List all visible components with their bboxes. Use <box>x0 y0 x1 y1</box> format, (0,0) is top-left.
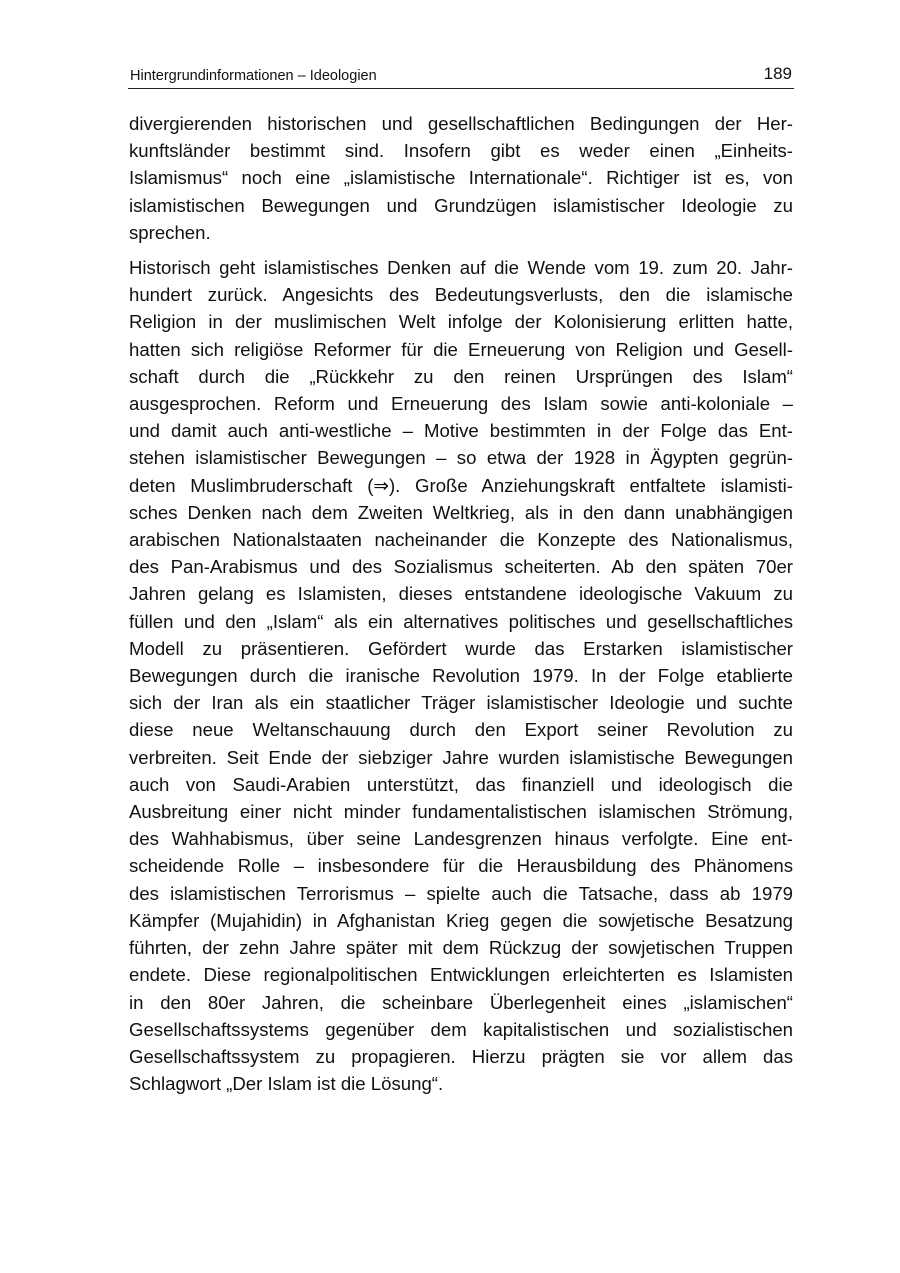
page-header <box>128 62 794 89</box>
text-line: scheidende Rolle – insbesondere für die Herausbildung des Phänomens <box>129 855 793 877</box>
text-line: hundert zurück. Angesichts des Bedeutungsverlusts, den die islamische <box>129 284 793 306</box>
text-line: islamistischen Bewegungen und Grundzügen islamistischer Ideologie zu <box>129 194 793 216</box>
text-line: des islamistischen Terrorismus – spielte auch die Tatsache, dass ab 1979 <box>129 882 793 904</box>
text-line: Islamismus“ noch eine „islamistische Internationale“. Richtiger ist es, von <box>129 167 793 189</box>
page-number: 189 <box>763 64 792 83</box>
text-line: deten Muslimbruderschaft (⇒). Große Anziehungskraft entfaltete islamisti- <box>129 474 793 496</box>
text-line: ausgesprochen. Reform und Erneuerung des Islam sowie anti-koloniale – <box>129 393 793 415</box>
text-line: sprechen. <box>129 221 211 243</box>
text-line: füllen und den „Islam“ als ein alternatives politisches und gesellschaftliches <box>129 610 793 632</box>
text-line: Modell zu präsentieren. Gefördert wurde das Erstarken islamistischer <box>129 637 793 659</box>
text-line: Ausbreitung einer nicht minder fundamentalistischen islamischen Strömung, <box>129 801 793 823</box>
paragraph-1 <box>129 110 793 246</box>
text-line: Jahren gelang es Islamisten, dieses entstandene ideologische Vakuum zu <box>129 583 793 605</box>
text-line: Gesellschaftssystem zu propagieren. Hierzu prägten sie vor allem das <box>129 1045 793 1067</box>
text-line: auch von Saudi-Arabien unterstützt, das finanziell und ideologisch die <box>129 773 793 795</box>
paragraph-2 <box>129 254 793 1097</box>
text-line: arabischen Nationalstaaten nacheinander die Konzepte des Nationalismus, <box>129 529 793 551</box>
text-line: sches Denken nach dem Zweiten Weltkrieg, als in den dann unabhängigen <box>129 501 793 523</box>
text-line: diese neue Weltanschauung durch den Export seiner Revolution zu <box>129 719 793 741</box>
text-line: in den 80er Jahren, die scheinbare Überlegenheit eines „islamischen“ <box>129 991 793 1013</box>
text-line: hatten sich religiöse Reformer für die Erneuerung von Religion und Gesell- <box>129 338 793 360</box>
text-line: Religion in der muslimischen Welt infolge der Kolonisierung erlitten hatte, <box>129 311 793 333</box>
text-line: stehen islamistischer Bewegungen – so etwa der 1928 in Ägypten gegrün- <box>129 447 793 469</box>
text-line: schaft durch die „Rückkehr zu den reinen Ursprüngen des Islam“ <box>129 365 793 387</box>
text-line: Historisch geht islamistisches Denken auf die Wende vom 19. zum 20. Jahr- <box>129 257 793 279</box>
text-line: Bewegungen durch die iranische Revolution 1979. In der Folge etablierte <box>129 665 793 687</box>
text-line: und damit auch anti-westliche – Motive bestimmten in der Folge das Ent- <box>129 420 793 442</box>
body-text <box>129 110 793 1105</box>
text-line: des Pan-Arabismus und des Sozialismus scheiterten. Ab den späten 70er <box>129 556 793 578</box>
text-line: divergierenden historischen und gesellschaftlichen Bedingungen der Her- <box>129 113 793 134</box>
text-line: Kämpfer (Mujahidin) in Afghanistan Krieg gegen die sowjetische Besatzung <box>129 909 793 931</box>
running-header-title: Hintergrundinformationen – Ideologien <box>130 68 377 84</box>
text-line: verbreiten. Seit Ende der siebziger Jahre wurden islamistische Bewegungen <box>129 746 793 768</box>
text-line: Schlagwort „Der Islam ist die Lösung“. <box>129 1073 444 1095</box>
text-line: endete. Diese regionalpolitischen Entwicklungen erleichterten es Islamisten <box>129 964 793 986</box>
text-line: des Wahhabismus, über seine Landesgrenzen hinaus verfolgte. Eine ent- <box>129 828 793 850</box>
text-line: Gesellschaftssystems gegenüber dem kapitalistischen und sozialistischen <box>129 1018 793 1040</box>
text-line: sich der Iran als ein staatlicher Träger islamistischer Ideologie und suchte <box>129 692 793 714</box>
text-line: kunftsländer bestimmt sind. Insofern gibt es weder einen „Einheits- <box>129 140 793 162</box>
text-line: führten, der zehn Jahre später mit dem Rückzug der sowjetischen Truppen <box>129 937 793 959</box>
